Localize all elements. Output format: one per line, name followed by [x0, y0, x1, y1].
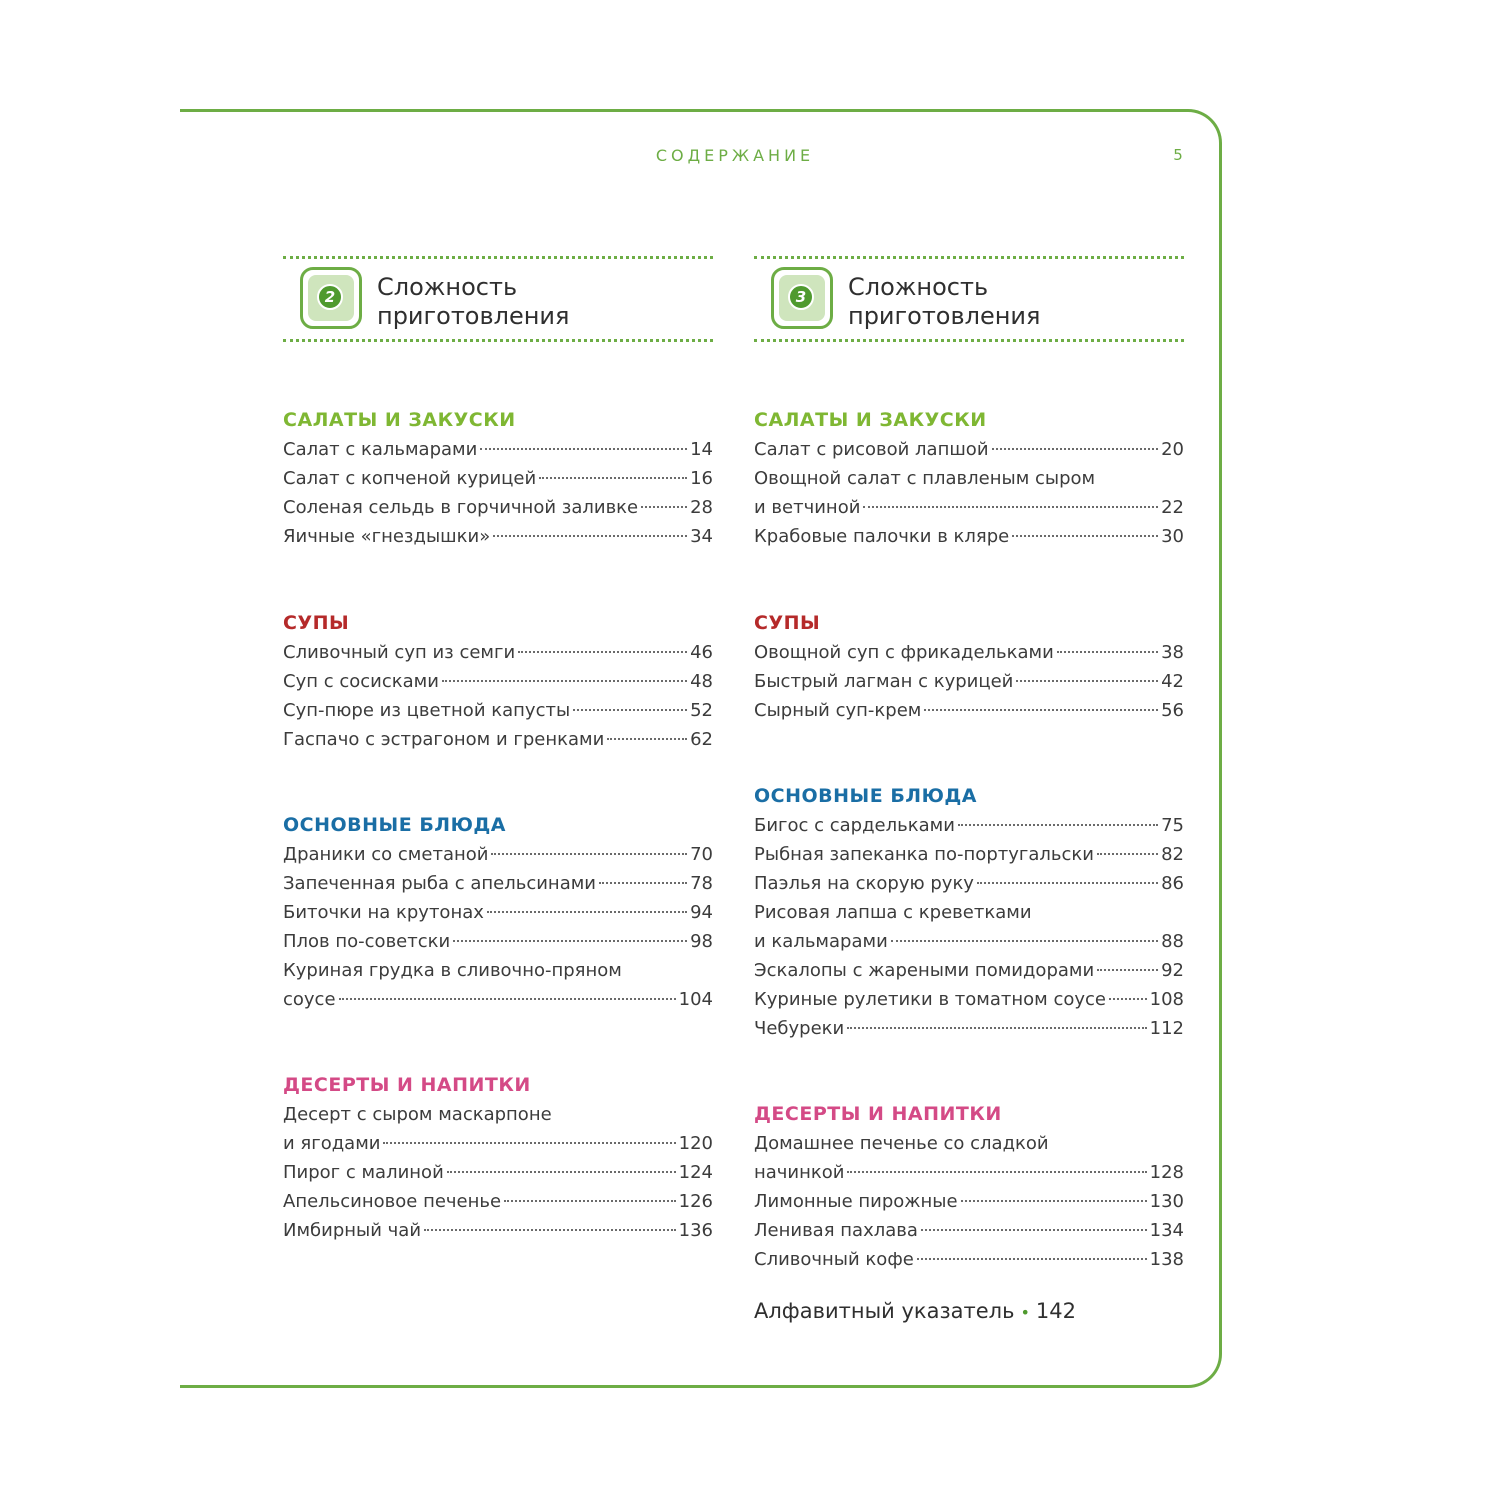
- entry-title: Салат с кальмарами: [283, 439, 478, 460]
- toc-entry[interactable]: [283, 898, 713, 927]
- entry-page-number: 30: [1161, 526, 1184, 547]
- section-salads: [283, 406, 713, 551]
- index-page: 142: [1035, 1299, 1077, 1323]
- entry-page-number: 104: [678, 989, 713, 1010]
- dot-leader: [641, 506, 687, 508]
- difficulty-title: Сложность приготовления: [377, 273, 570, 330]
- difficulty-badge: [300, 267, 362, 329]
- difficulty-header: [283, 256, 713, 342]
- entry-title: Лимонные пирожные: [754, 1191, 958, 1212]
- toc-entry[interactable]: [283, 1187, 713, 1216]
- dot-leader: [921, 1229, 1147, 1231]
- entry-title: и ягодами: [283, 1133, 381, 1154]
- section-heading-main: ОСНОВНЫЕ БЛЮДА: [754, 785, 978, 807]
- entry-page-number: 62: [690, 729, 713, 750]
- dot-leader: [453, 940, 687, 942]
- dot-leader: [1097, 853, 1158, 855]
- entry-page-number: 112: [1149, 1018, 1184, 1039]
- toc-entry[interactable]: [754, 638, 1184, 667]
- entry-page-number: 75: [1161, 815, 1184, 836]
- toc-entry[interactable]: [283, 927, 713, 956]
- dot-leader: [917, 1258, 1147, 1260]
- toc-entry[interactable]: [754, 956, 1184, 985]
- toc-entry[interactable]: [754, 840, 1184, 869]
- entry-page-number: 126: [678, 1191, 713, 1212]
- entry-title: Куриные рулетики в томатном соусе: [754, 989, 1107, 1010]
- entry-page-number: 134: [1149, 1220, 1184, 1241]
- dot-leader: [924, 709, 1158, 711]
- entry-page-number: 92: [1161, 960, 1184, 981]
- entry-title: Запеченная рыба с апельсинами: [283, 873, 597, 894]
- dot-leader: [607, 738, 687, 740]
- section-desserts: [754, 1100, 1184, 1274]
- entry-page-number: 42: [1161, 671, 1184, 692]
- entry-page-number: 136: [678, 1220, 713, 1241]
- entry-title: Пирог с малиной: [283, 1162, 444, 1183]
- page-title: СОДЕРЖАНИЕ: [655, 146, 815, 165]
- dot-leader: [447, 1171, 676, 1173]
- dot-leader: [1012, 535, 1158, 537]
- dot-leader: [958, 824, 1158, 826]
- entry-page-number: 52: [690, 700, 713, 721]
- entry-page-number: 128: [1149, 1162, 1184, 1183]
- dot-leader: [539, 477, 687, 479]
- entry-title: Овощной суп с фрикадельками: [754, 642, 1054, 663]
- entry-title: Сливочный кофе: [754, 1249, 914, 1270]
- column-level-2: [283, 256, 713, 1241]
- dot-leader: [573, 709, 687, 711]
- toc-entry[interactable]: [754, 1216, 1184, 1245]
- entry-page-number: 56: [1161, 700, 1184, 721]
- entry-title: Соленая сельдь в горчичной заливке: [283, 497, 639, 518]
- toc-entry[interactable]: [754, 696, 1184, 725]
- section-heading-soups: СУПЫ: [754, 612, 821, 634]
- entry-page-number: 108: [1149, 989, 1184, 1010]
- section-main: [754, 782, 1184, 1043]
- dot-leader: [518, 651, 687, 653]
- dot-leader: [339, 998, 676, 1000]
- entry-page-number: 120: [678, 1133, 713, 1154]
- entry-page-number: 34: [690, 526, 713, 547]
- entry-title: Салат с копченой курицей: [283, 468, 537, 489]
- toc-entry[interactable]: [283, 522, 713, 551]
- section-desserts: [283, 1071, 713, 1245]
- entry-page-number: 88: [1161, 931, 1184, 952]
- entry-page-number: 48: [690, 671, 713, 692]
- toc-entry[interactable]: [754, 522, 1184, 551]
- entry-title: и ветчиной: [754, 497, 861, 518]
- dot-leader: [599, 882, 687, 884]
- difficulty-level-icon: 3: [788, 284, 814, 310]
- dot-leader: [1109, 998, 1147, 1000]
- entry-title: Суп с сосисками: [283, 671, 439, 692]
- section-main: [283, 811, 713, 1014]
- difficulty-badge: [771, 267, 833, 329]
- column-level-3: [754, 256, 1184, 1270]
- toc-entry[interactable]: [754, 464, 1184, 522]
- toc-entry[interactable]: [283, 1100, 713, 1158]
- toc-entry[interactable]: [754, 667, 1184, 696]
- entry-title: Плов по-советски: [283, 931, 451, 952]
- dot-leader: [1016, 680, 1158, 682]
- entry-title: Салат с рисовой лапшой: [754, 439, 989, 460]
- section-heading-salads: САЛАТЫ И ЗАКУСКИ: [283, 409, 516, 431]
- entry-title: Биточки на крутонах: [283, 902, 484, 923]
- toc-entry[interactable]: [754, 985, 1184, 1014]
- entry-title: Драники со сметаной: [283, 844, 489, 865]
- entry-page-number: 20: [1161, 439, 1184, 460]
- difficulty-header: [754, 256, 1184, 342]
- toc-entry[interactable]: [283, 1216, 713, 1245]
- entry-title: Сливочный суп из семги: [283, 642, 516, 663]
- dot-leader: [1097, 969, 1158, 971]
- entry-page-number: 94: [690, 902, 713, 923]
- entry-title: Ленивая пахлава: [754, 1220, 918, 1241]
- section-heading-salads: САЛАТЫ И ЗАКУСКИ: [754, 409, 987, 431]
- entry-page-number: 138: [1149, 1249, 1184, 1270]
- dot-leader: [891, 940, 1158, 942]
- entry-page-number: 14: [690, 439, 713, 460]
- toc-entry[interactable]: [754, 811, 1184, 840]
- section-heading-desserts: ДЕСЕРТЫ И НАПИТКИ: [283, 1074, 531, 1096]
- entry-title: Гаспачо с эстрагоном и гренками: [283, 729, 605, 750]
- entry-title-line1: Куриная грудка в сливочно-пряном: [283, 960, 622, 981]
- toc-entry[interactable]: [283, 667, 713, 696]
- section-heading-soups: СУПЫ: [283, 612, 350, 634]
- dot-leader: [977, 882, 1158, 884]
- entry-page-number: 78: [690, 873, 713, 894]
- entry-title: и кальмарами: [754, 931, 888, 952]
- dot-leader: [961, 1200, 1147, 1202]
- entry-title: Чебуреки: [754, 1018, 845, 1039]
- dot-leader: [847, 1027, 1146, 1029]
- dot-leader: [863, 506, 1158, 508]
- toc-entry[interactable]: [754, 1245, 1184, 1274]
- toc-entry[interactable]: [283, 1158, 713, 1187]
- toc-entry[interactable]: [283, 638, 713, 667]
- toc-entry[interactable]: [754, 435, 1184, 464]
- toc-entry[interactable]: [754, 1014, 1184, 1043]
- entry-title: Крабовые палочки в кляре: [754, 526, 1010, 547]
- entry-page-number: 98: [690, 931, 713, 952]
- difficulty-level-icon: 2: [317, 284, 343, 310]
- entry-title-line1: Десерт с сыром маскарпоне: [283, 1104, 552, 1125]
- entry-title-line1: Рисовая лапша с креветками: [754, 902, 1032, 923]
- entry-title: Суп-пюре из цветной капусты: [283, 700, 571, 721]
- section-soups: [754, 609, 1184, 725]
- entry-page-number: 82: [1161, 844, 1184, 865]
- entry-page-number: 38: [1161, 642, 1184, 663]
- page-number: 5: [1173, 146, 1183, 164]
- entry-page-number: 86: [1161, 873, 1184, 894]
- dot-leader: [383, 1142, 675, 1144]
- dot-leader: [847, 1171, 1146, 1173]
- dot-leader: [493, 535, 687, 537]
- toc-entry[interactable]: [283, 696, 713, 725]
- section-soups: [283, 609, 713, 754]
- entry-title: Эскалопы с жареными помидорами: [754, 960, 1095, 981]
- difficulty-title: Сложность приготовления: [848, 273, 1041, 330]
- toc-entry[interactable]: [283, 840, 713, 869]
- dot-leader: [442, 680, 687, 682]
- toc-entry[interactable]: [283, 435, 713, 464]
- entry-title: Быстрый лагман с курицей: [754, 671, 1014, 692]
- entry-title: соусе: [283, 989, 336, 1010]
- entry-page-number: 124: [678, 1162, 713, 1183]
- toc-entry[interactable]: [283, 725, 713, 754]
- section-salads: [754, 406, 1184, 551]
- dot-leader: [504, 1200, 676, 1202]
- toc-entry[interactable]: [754, 1187, 1184, 1216]
- toc-entry[interactable]: [283, 956, 713, 1014]
- entry-title: Яичные «гнездышки»: [283, 526, 491, 547]
- entry-title: Паэлья на скорую руку: [754, 873, 974, 894]
- entry-title-line1: Домашнее печенье со сладкой: [754, 1133, 1049, 1154]
- dot-leader: [480, 448, 687, 450]
- entry-title: Бигос с сардельками: [754, 815, 955, 836]
- dot-leader: [1057, 651, 1158, 653]
- entry-title: Рыбная запеканка по-португальски: [754, 844, 1094, 865]
- entry-title: Имбирный чай: [283, 1220, 422, 1241]
- entry-title: Апельсиновое печенье: [283, 1191, 502, 1212]
- dot-leader: [487, 911, 687, 913]
- toc-entry[interactable]: [283, 464, 713, 493]
- entry-title: Сырный суп-крем: [754, 700, 922, 721]
- toc-entry[interactable]: [283, 493, 713, 522]
- entry-page-number: 22: [1161, 497, 1184, 518]
- entry-title: начинкой: [754, 1162, 845, 1183]
- section-heading-main: ОСНОВНЫЕ БЛЮДА: [283, 814, 507, 836]
- toc-entry[interactable]: [754, 898, 1184, 956]
- toc-entry[interactable]: [754, 869, 1184, 898]
- dot-leader: [992, 448, 1159, 450]
- entry-title-line1: Овощной салат с плавленым сыром: [754, 468, 1096, 489]
- entry-page-number: 70: [690, 844, 713, 865]
- entry-page-number: 46: [690, 642, 713, 663]
- dot-leader: [491, 853, 687, 855]
- entry-page-number: 130: [1149, 1191, 1184, 1212]
- entry-page-number: 28: [690, 497, 713, 518]
- index-label: Алфавитный указатель: [754, 1299, 1015, 1323]
- alphabetical-index[interactable]: [754, 1299, 1076, 1323]
- dot-leader: [424, 1229, 676, 1231]
- toc-entry[interactable]: [283, 869, 713, 898]
- section-heading-desserts: ДЕСЕРТЫ И НАПИТКИ: [754, 1103, 1002, 1125]
- toc-entry[interactable]: [754, 1129, 1184, 1187]
- entry-page-number: 16: [690, 468, 713, 489]
- bullet-icon: •: [1020, 1303, 1030, 1322]
